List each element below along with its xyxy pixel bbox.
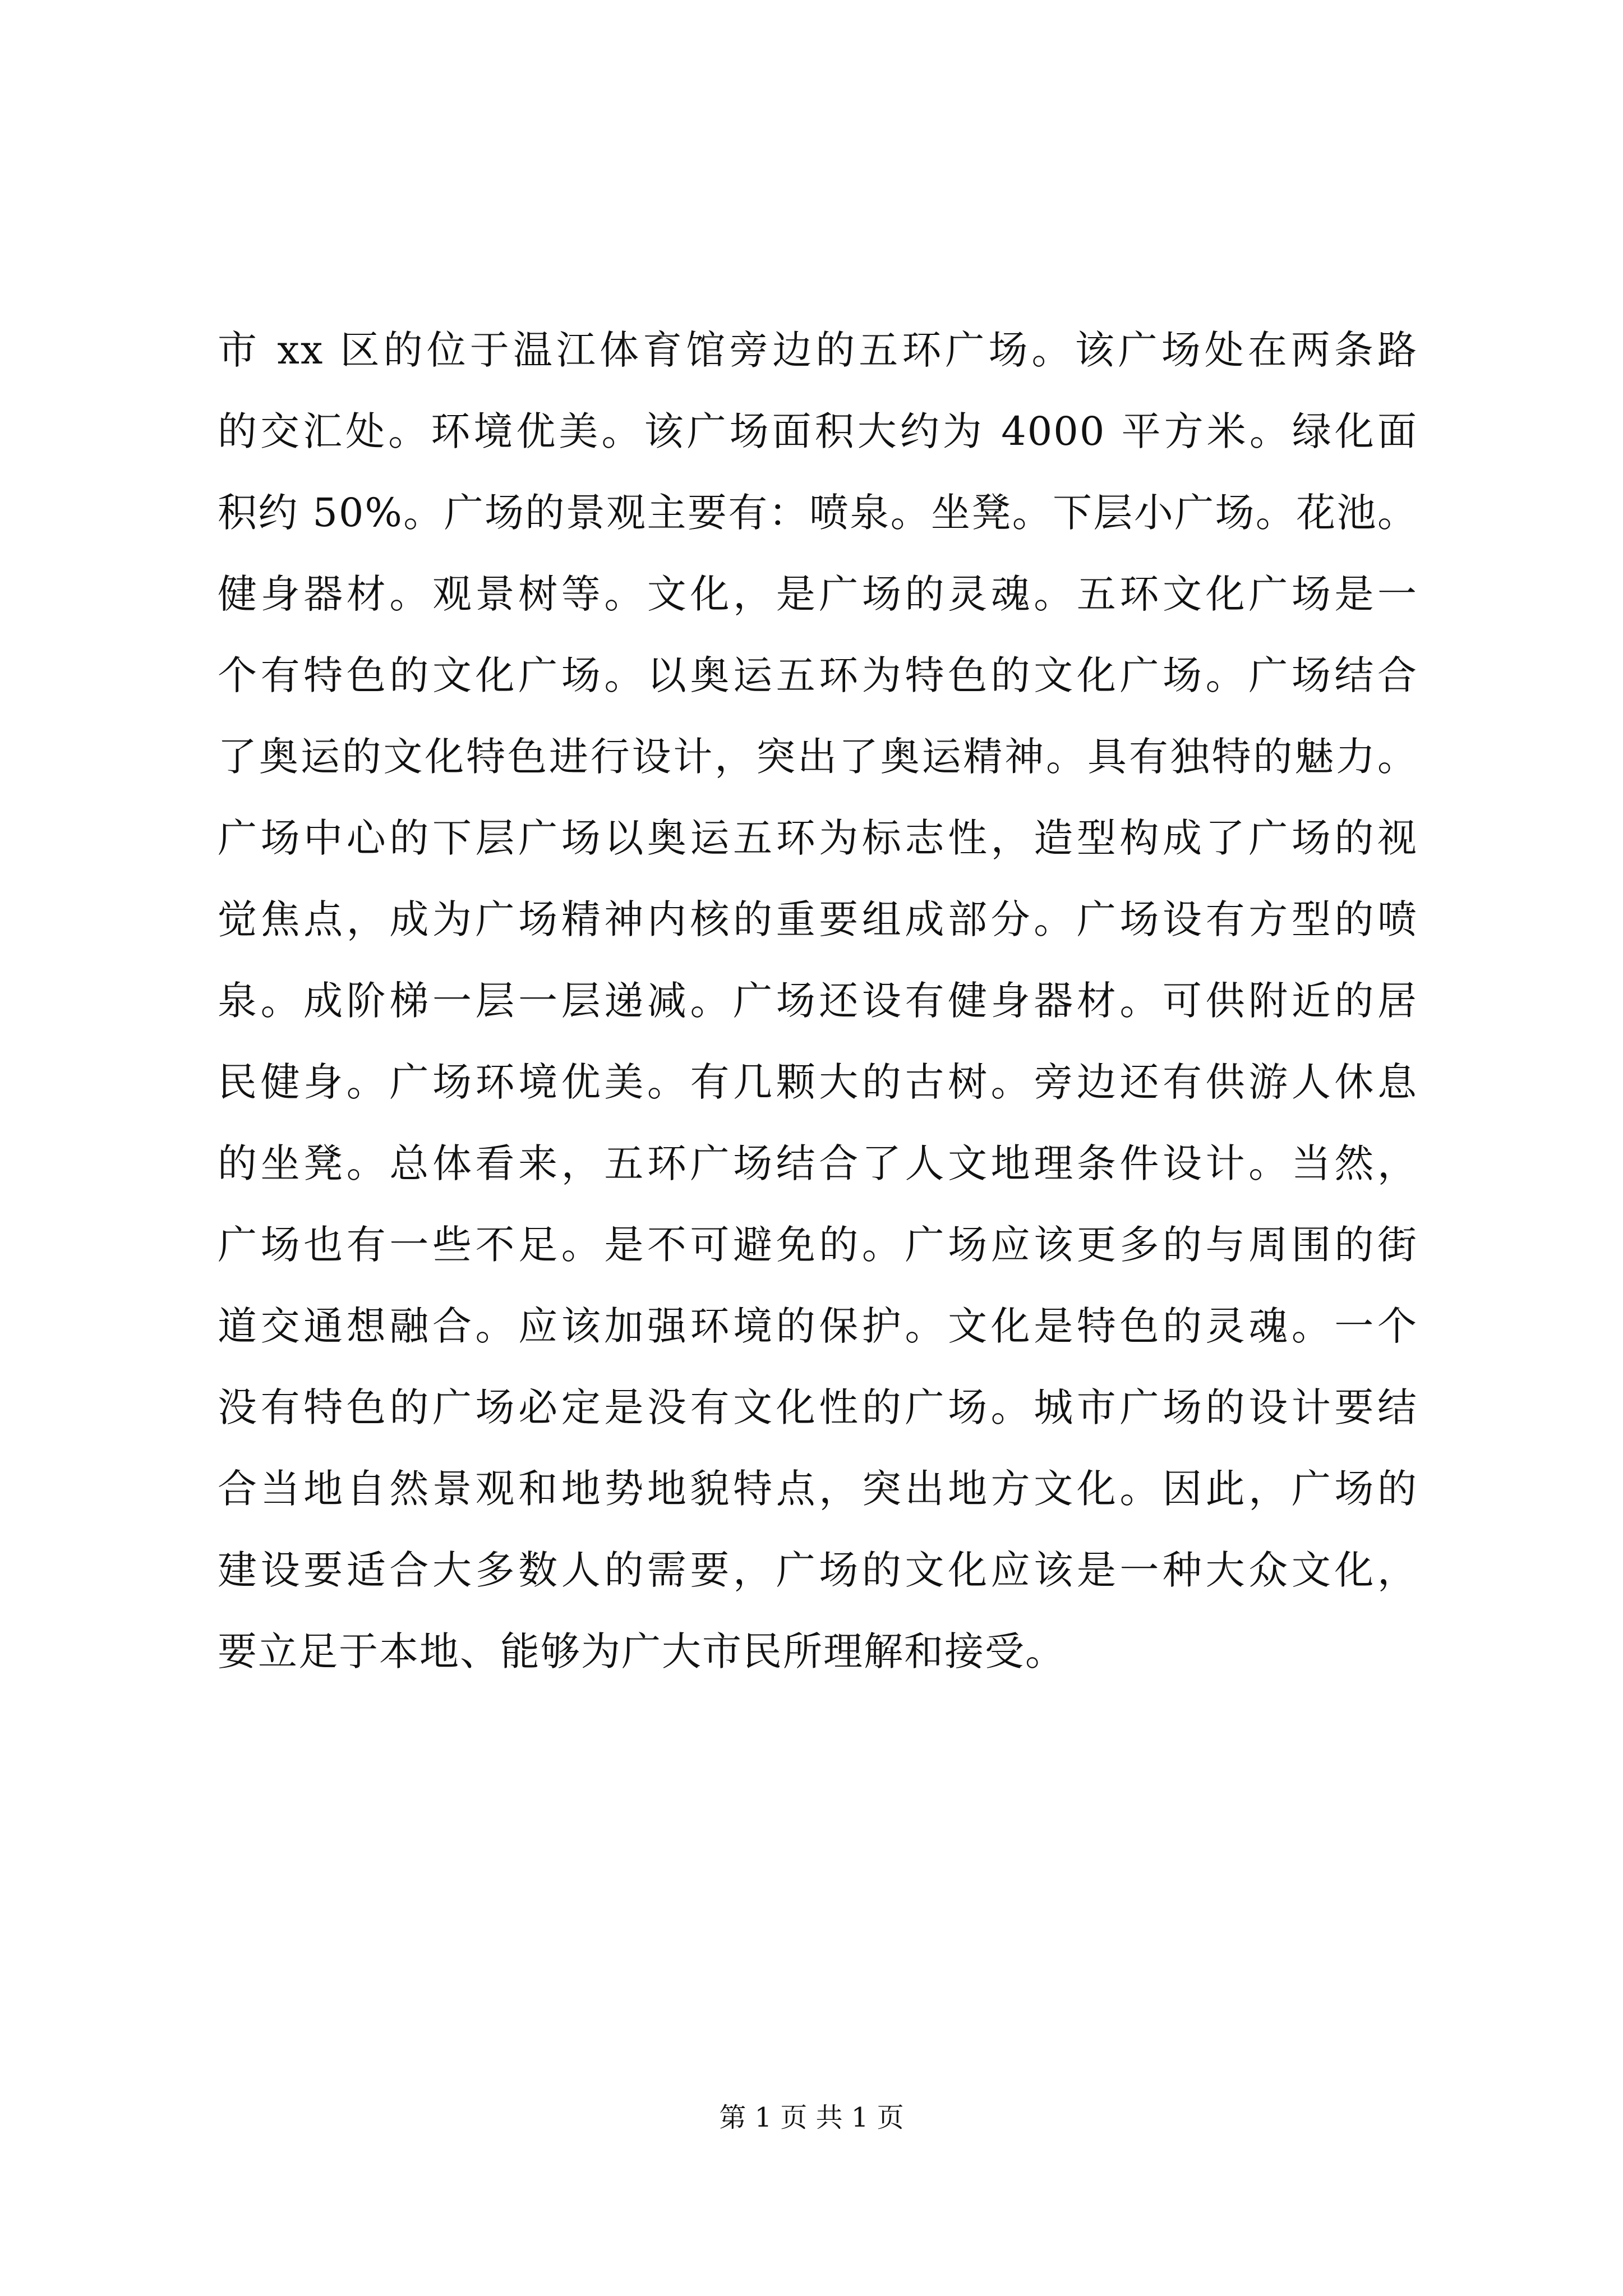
text-line: 的交汇处。环境优美。该广场面积大约为 4000 平方米。绿化面 [218,408,1418,454]
text-line: 个有特色的文化广场。以奥运五环为特色的文化广场。广场结合 [218,652,1418,698]
text-line: 道交通想融合。应该加强环境的保护。文化是特色的灵魂。一个 [218,1303,1418,1349]
text-line: 市 xx 区的位于温江体育馆旁边的五环广场。该广场处在两条路 [218,327,1418,373]
text-line: 积约 50%。广场的景观主要有：喷泉。坐凳。下层小广场。花池。 [218,490,1418,536]
body-paragraph [218,310,1418,1692]
text-line: 合当地自然景观和地势地貌特点，突出地方文化。因此，广场的 [218,1466,1418,1512]
text-line: 健身器材。观景树等。文化，是广场的灵魂。五环文化广场是一 [218,571,1418,617]
text-line: 广场中心的下层广场以奥运五环为标志性，造型构成了广场的视 [218,815,1418,861]
text-line: 没有特色的广场必定是没有文化性的广场。城市广场的设计要结 [218,1384,1418,1430]
text-line: 觉焦点，成为广场精神内核的重要组成部分。广场设有方型的喷 [218,896,1418,942]
text-line: 民健身。广场环境优美。有几颗大的古树。旁边还有供游人休息 [218,1059,1418,1105]
text-line: 泉。成阶梯一层一层递减。广场还设有健身器材。可供附近的居 [218,978,1418,1024]
text-line: 建设要适合大多数人的需要，广场的文化应该是一种大众文化， [218,1547,1418,1593]
text-line: 要立足于本地、能够为广大市民所理解和接受。 [218,1628,1066,1674]
page-footer [0,2101,1623,2134]
text-line: 了奥运的文化特色进行设计，突出了奥运精神。具有独特的魅力。 [218,734,1418,780]
text-line: 广场也有一些不足。是不可避免的。广场应该更多的与周围的街 [218,1222,1418,1268]
text-line: 的坐凳。总体看来，五环广场结合了人文地理条件设计。当然， [218,1140,1418,1186]
page-number: 第 1 页 共 1 页 [719,2102,904,2133]
